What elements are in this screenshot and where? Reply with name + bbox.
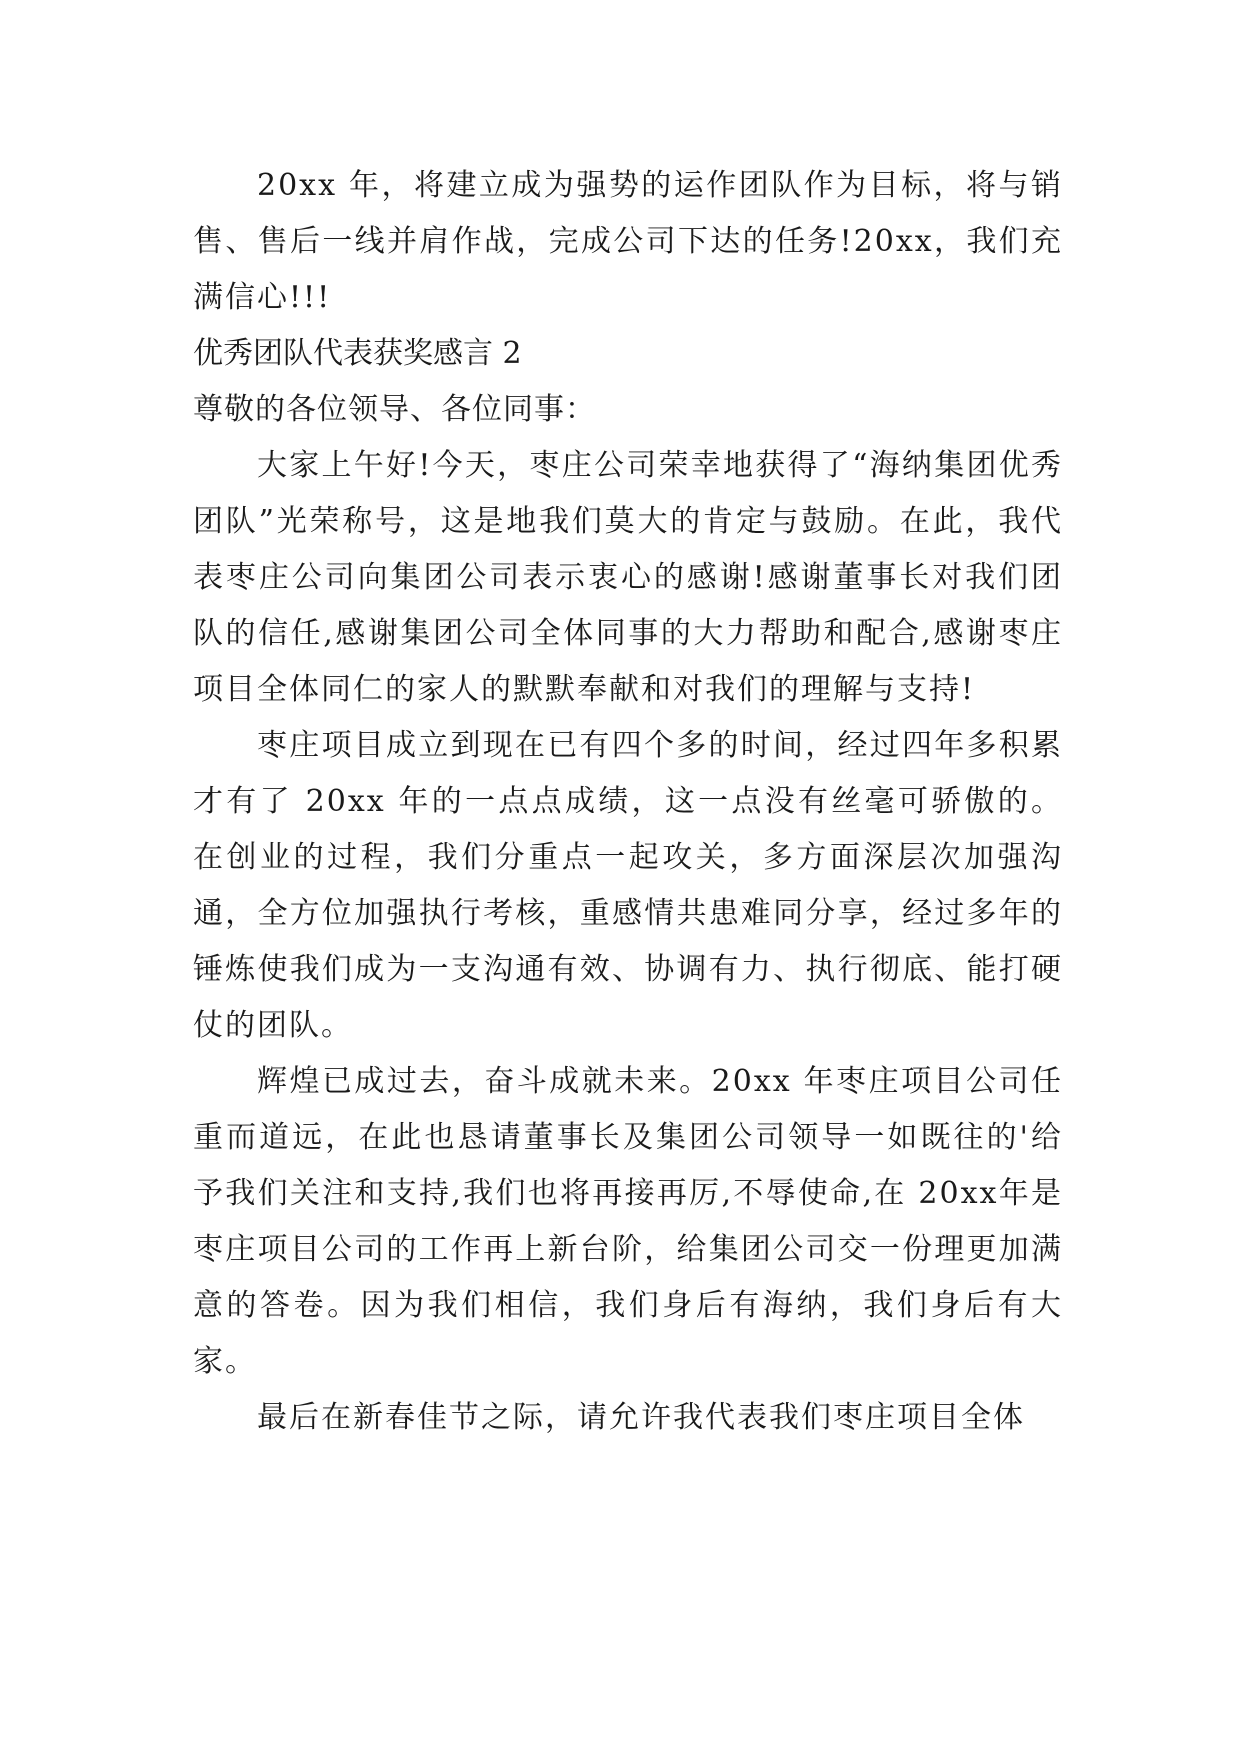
paragraph-intro: 20xx 年，将建立成为强势的运作团队作为目标，将与销售、售后一线并肩作战，完成公司下达的任务!20xx，我们充满信心!!! — [193, 168, 1063, 315]
paragraph-history: 枣庄项目成立到现在已有四个多的时间，经过四年多积累才有了 20xx 年的一点点成绩，这一点没有丝毫可骄傲的。在创业的过程，我们分重点一起攻关，多方面深层次加强沟通，全方位加强执行考核，重感情共患难同分享，经过多年的锤炼使我们成为一支沟通有效、协调有力、执行彻底、能打硬仗的团队。 — [193, 728, 1063, 1043]
document-body — [193, 158, 1063, 1446]
paragraph-future: 辉煌已成过去，奋斗成就未来。20xx 年枣庄项目公司任重而道远，在此也恳请董事长及集团公司领导一如既往的'给予我们关注和支持,我们也将再接再厉,不辱使命,在 20xx年是枣庄项目公司的工作再上新台阶，给集团公司交一份理更加满意的答卷。因为我们相信，我们身后有海纳，我们身后有大家。 — [193, 1064, 1063, 1379]
section-title: 优秀团队代表获奖感言 2 — [193, 336, 522, 371]
paragraph-closing: 最后在新春佳节之际，请允许我代表我们枣庄项目全体 — [257, 1400, 1025, 1435]
paragraph-thanks: 大家上午好!今天，枣庄公司荣幸地获得了“海纳集团优秀团队”光荣称号，这是地我们莫大的肯定与鼓励。在此，我代表枣庄公司向集团公司表示衷心的感谢!感谢董事长对我们团队的信任,感谢集团公司全体同事的大力帮助和配合,感谢枣庄项目全体同仁的家人的默默奉献和对我们的理解与支持! — [193, 448, 1063, 707]
salutation: 尊敬的各位领导、各位同事： — [193, 392, 596, 427]
